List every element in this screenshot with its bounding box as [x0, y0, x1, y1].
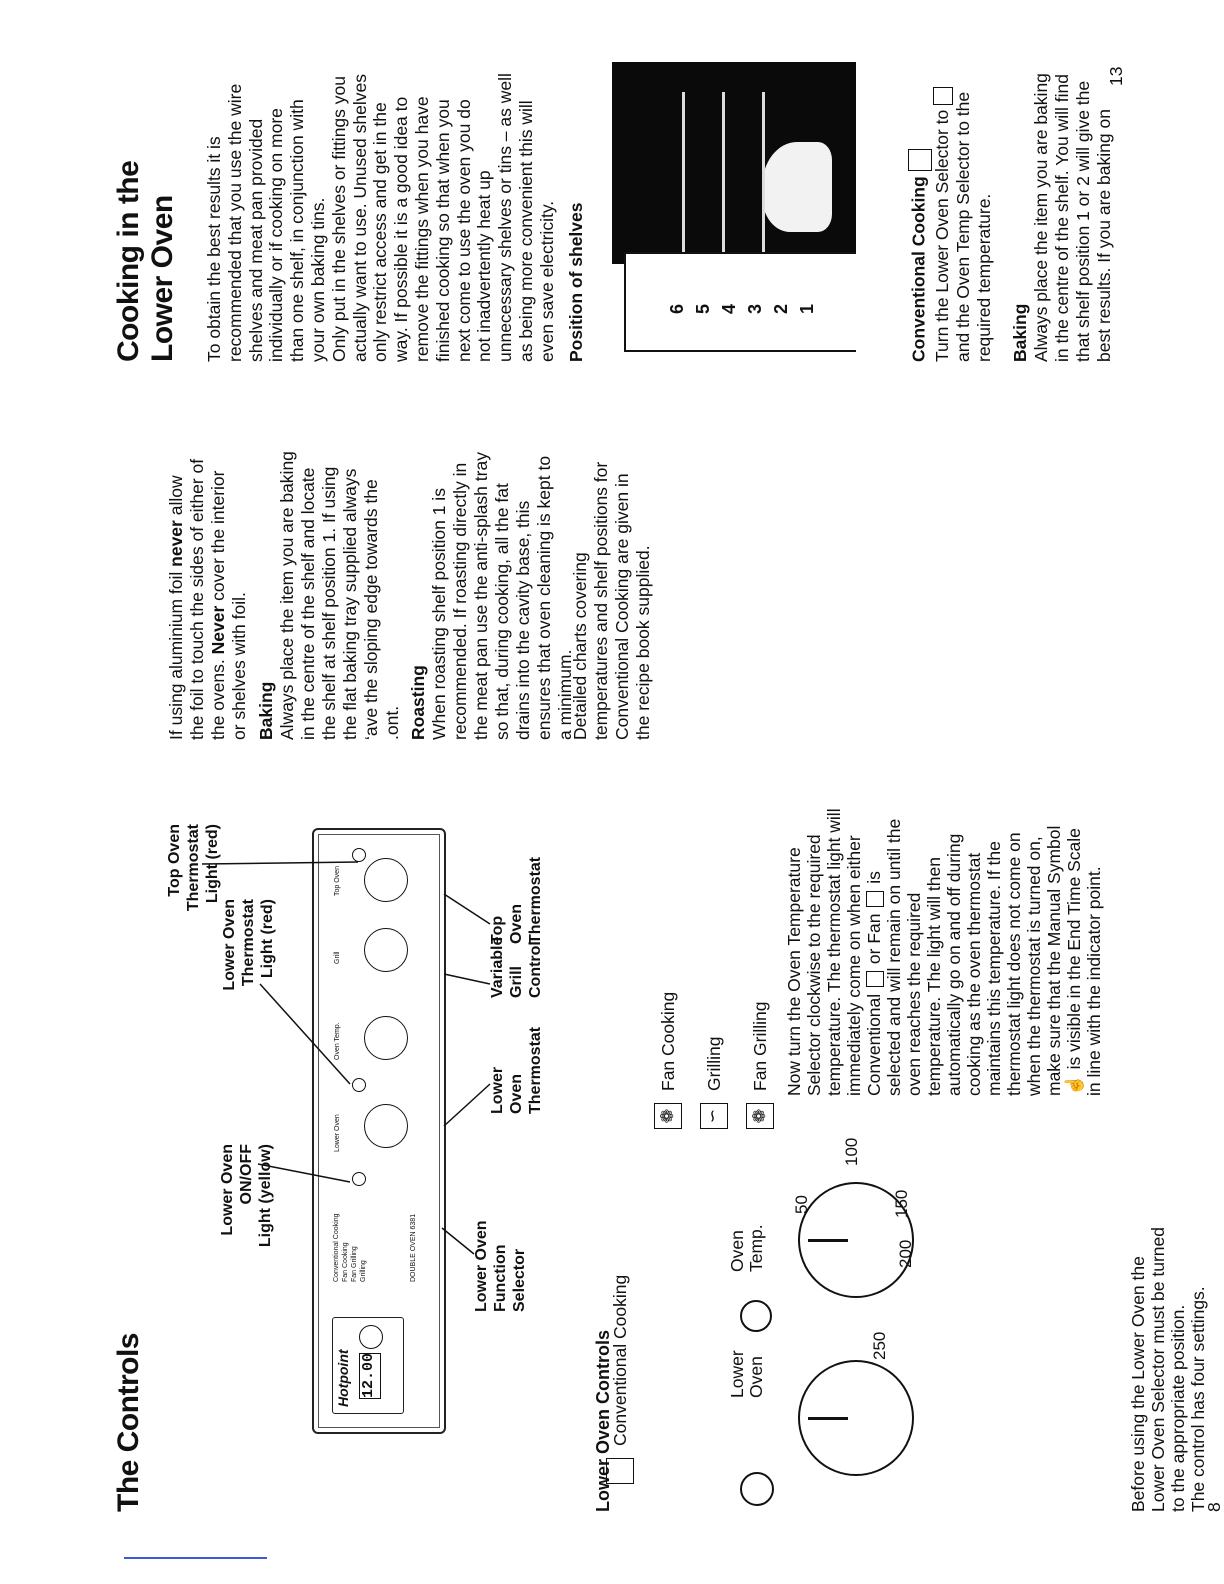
leader-onoff	[258, 1164, 350, 1182]
legend-item: Conventional Cooking	[598, 1275, 642, 1484]
panel-label-top-oven: Top Oven	[334, 866, 341, 896]
function-legend	[598, 1275, 642, 1484]
baking-section-mid: Baking Always place the item you are baking in the centre of the shelf and locate the shelf at shelf position 1. If using the flat baking tray supplied always ‘ave the sloping edge towards the .ont.	[256, 451, 402, 740]
page-number-left: 8	[1204, 1502, 1224, 1512]
function-legend-3	[692, 1037, 736, 1129]
oven-door	[624, 252, 856, 352]
shelf-numbers: 6 5 4 3 2 1	[667, 303, 817, 314]
leader-lower-thermo-light	[260, 984, 350, 1084]
conventional-heading: Conventional Cooking	[908, 87, 932, 362]
shelves-intro: To obtain the best results it is recommended that you use the wire shelves and meat pan provided individually or if cooking on more than one shelf, in conjunction with your own baking tins. Only put in the shelves or fittings you actually want to use. Unused shelves only restrict access and get in the way. If possible it is a good idea to remove the fittings when you have finished cooking so that when you next come to use the oven you do not inadvertently heat up unnecessary shelves or tins – as well as being more convenient this will even save electricity.	[204, 73, 557, 362]
lower-oven-dial[interactable]	[798, 1360, 914, 1476]
dial-pointer	[808, 1239, 848, 1242]
roasting-heading: Roasting	[408, 665, 428, 740]
panel-label-grill: Grill	[334, 951, 341, 964]
legend-item: ❁ Fan Grilling	[738, 1002, 782, 1129]
callout-lower-thermostat: Lower Oven Thermostat	[489, 1026, 544, 1114]
legend-item: ❁ Fan Cooking	[646, 992, 690, 1129]
conventional-cooking-icon	[606, 1458, 634, 1484]
leader-function	[442, 1228, 474, 1254]
grill-icon: ∽	[700, 1103, 728, 1129]
panel-legend: Conventional Cooking Fan Cooking Fan Grilling Grilling	[333, 1213, 367, 1282]
baked-food	[762, 142, 832, 232]
fan-grill-icon: ❁	[746, 1103, 774, 1129]
onoff-light-symbol	[740, 1472, 774, 1506]
callout-top-thermo-light: Top Oven Thermostat Light (red)	[166, 824, 221, 912]
callout-lower-onoff-light: Lower Oven ON/OFF Light (yellow)	[219, 1144, 274, 1248]
fan-icon: ❁	[654, 1103, 682, 1129]
lower-oven-dial-label: Lower Oven	[727, 1350, 766, 1398]
fan-icon	[866, 891, 884, 907]
scale-100: 100	[842, 1137, 861, 1166]
leader-lower-thermostat	[444, 1084, 490, 1126]
leader-top-thermostat	[444, 894, 490, 924]
legend-item: ∽ Grilling	[692, 1037, 736, 1129]
thermostat-light-symbol	[740, 1300, 772, 1332]
callout-leaders	[0, 784, 560, 1584]
position-of-shelves-heading: Position of shelves	[566, 202, 586, 362]
function-legend-4	[738, 1002, 782, 1129]
panel-label-lower-oven: Lower Oven	[334, 1114, 341, 1152]
roasting-section: Roasting When roasting shelf position 1 is recommended. If roasting directly in the meat pan use the anti-splash tray so that, during cooking, all the fat drains into the cavity base, this ensures that oven cleaning is kept to a minimum.	[408, 452, 575, 740]
temp-paragraph: Now turn the Oven Temperature Selector clockwise to the required temperature. The thermostat light will immediately come on when either Conventional or Fan is selected and will remain on until the oven reaches the required temperature. The light will then automatically go on and off during cooking as the oven thermostat maintains this temperature. If the thermostat light does not come on when the thermostat is turned on, make sure that the Manual Symbol ☝ is visible in the End Time Scale in line with the indicator point.	[784, 808, 1105, 1096]
hotpoint-logo: Hotpoint	[335, 1349, 351, 1407]
dial-pointer	[808, 1417, 848, 1420]
foil-paragraph: If using aluminium foil never allow the foil to touch the sides of either of the ovens. Never cover the interior or shelves with foil.	[166, 458, 249, 740]
scale-200: 200	[896, 1239, 915, 1268]
panel-label-oven-temp: Oven Temp.	[334, 1022, 341, 1060]
leader-top-thermo-light	[202, 862, 358, 864]
scale-150: 150	[892, 1189, 911, 1218]
oven-shelves-photo	[612, 62, 856, 352]
leader-grill	[444, 974, 490, 984]
callout-function-selector: Lower Oven Function Selector	[473, 1220, 528, 1312]
panel-model: DOUBLE OVEN 6381	[410, 1213, 417, 1282]
scale-250: 250	[870, 1331, 889, 1360]
intro-text: Before using the Lower Oven the Lower Oven Selector must be turned to the appropriate position. The control has four settings.	[1128, 1226, 1208, 1512]
function-legend-2	[646, 992, 690, 1129]
oven-temp-dial-label: Oven Temp.	[727, 1224, 766, 1272]
conventional-section: Conventional Cooking Turn the Lower Oven Selector to and the Oven Temp Selector to the required temperature.	[908, 87, 995, 362]
charts-paragraph: Detailed charts covering temperatures and shelf positions for Conventional Cooking are given in the recipe book supplied.	[570, 461, 653, 740]
page-title-cooking: Cooking in the Lower Oven	[112, 160, 179, 362]
conventional-icon	[908, 149, 932, 171]
baking-section-right: Baking Always place the item you are baking in the centre of the shelf. You will find that shelf position 1 or 2 will give the best results. If you are baking on	[1010, 73, 1114, 362]
conventional-icon	[866, 971, 884, 987]
callout-grill-control: Variable Grill Control	[489, 936, 544, 998]
page-number-right: 13	[1106, 66, 1126, 86]
page-title-controls: The Controls	[112, 1333, 145, 1512]
lower-oven-controls-heading: Lower Oven Controls	[593, 1329, 613, 1512]
callout-lower-thermo-light: Lower Oven Thermostat Light (red)	[221, 899, 276, 991]
callout-top-thermostat: Top Oven Thermostat	[489, 856, 544, 944]
scale-50: 50	[792, 1195, 811, 1214]
baking-heading: Baking	[1010, 303, 1030, 362]
conventional-icon	[933, 87, 953, 105]
manual-hand-icon: ☝	[1064, 1074, 1085, 1096]
baking-heading: Baking	[256, 681, 276, 740]
clock-display: 12.00	[359, 1353, 381, 1399]
